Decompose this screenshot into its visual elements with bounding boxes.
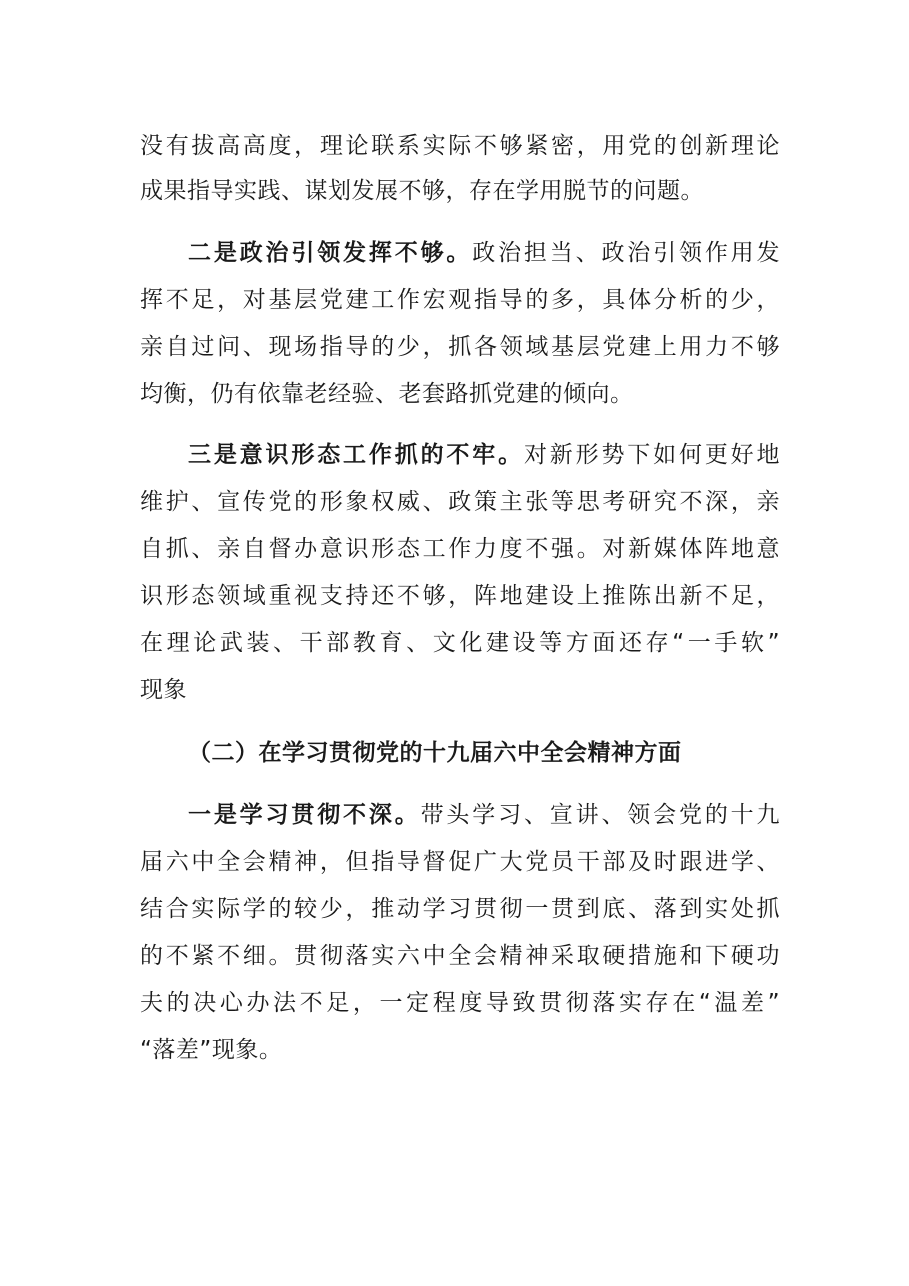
- paragraph-line: 成果指导实践、谋划发展不够，存在学用脱节的问题。: [140, 178, 704, 204]
- paragraph-line: 现象: [140, 677, 187, 703]
- paragraph-lead: 二是政治引领发挥不够。: [188, 240, 473, 266]
- section-heading: （二）在学习贯彻党的十九届六中全会精神方面: [188, 740, 682, 766]
- paragraph-line: 在理论武装、干部教育、文化建设等方面还存“一手软”: [140, 630, 780, 656]
- paragraph-text: 对新形势下如何更好地: [523, 442, 781, 468]
- paragraph-line: 夫的决心办法不足，一定程度导致贯彻落实存在“温差”: [140, 990, 780, 1016]
- paragraph-line: 自抓、亲自督办意识形态工作力度不强。对新媒体阵地意: [140, 536, 780, 562]
- paragraph-line: 均衡，仍有依靠老经验、老套路抓党建的倾向。: [140, 381, 634, 407]
- paragraph-first-line: [188, 435, 780, 475]
- paragraph-line: 届六中全会精神，但指导督促广大党员干部及时跟进学、: [140, 849, 780, 875]
- paragraph-lead: 三是意识形态工作抓的不牢。: [188, 442, 524, 468]
- paragraph-line: 维护、宣传党的形象权威、政策主张等思考研究不深，亲: [140, 489, 780, 515]
- paragraph-text: 政治担当、政治引领作用发: [472, 240, 781, 266]
- paragraph-line: 挥不足，对基层党建工作宏观指导的多，具体分析的少，: [140, 287, 780, 313]
- paragraph-line: 结合实际学的较少，推动学习贯彻一贯到底、落到实处抓: [140, 896, 780, 922]
- paragraph-line: 亲自过问、现场指导的少，抓各领域基层党建上用力不够: [140, 334, 780, 360]
- paragraph-line: 没有拔高高度，理论联系实际不够紧密，用党的创新理论: [140, 133, 780, 159]
- paragraph-first-line: [188, 233, 780, 273]
- paragraph-first-line: [188, 795, 780, 835]
- paragraph-text: 带头学习、宣讲、领会党的十九: [420, 802, 781, 828]
- paragraph-lead: 一是学习贯彻不深。: [188, 802, 421, 828]
- paragraph-line: 的不紧不细。贯彻落实六中全会精神采取硬措施和下硬功: [140, 943, 780, 969]
- paragraph-line: “落差”现象。: [140, 1037, 283, 1063]
- paragraph-line: 识形态领域重视支持还不够，阵地建设上推陈出新不足，: [140, 583, 780, 609]
